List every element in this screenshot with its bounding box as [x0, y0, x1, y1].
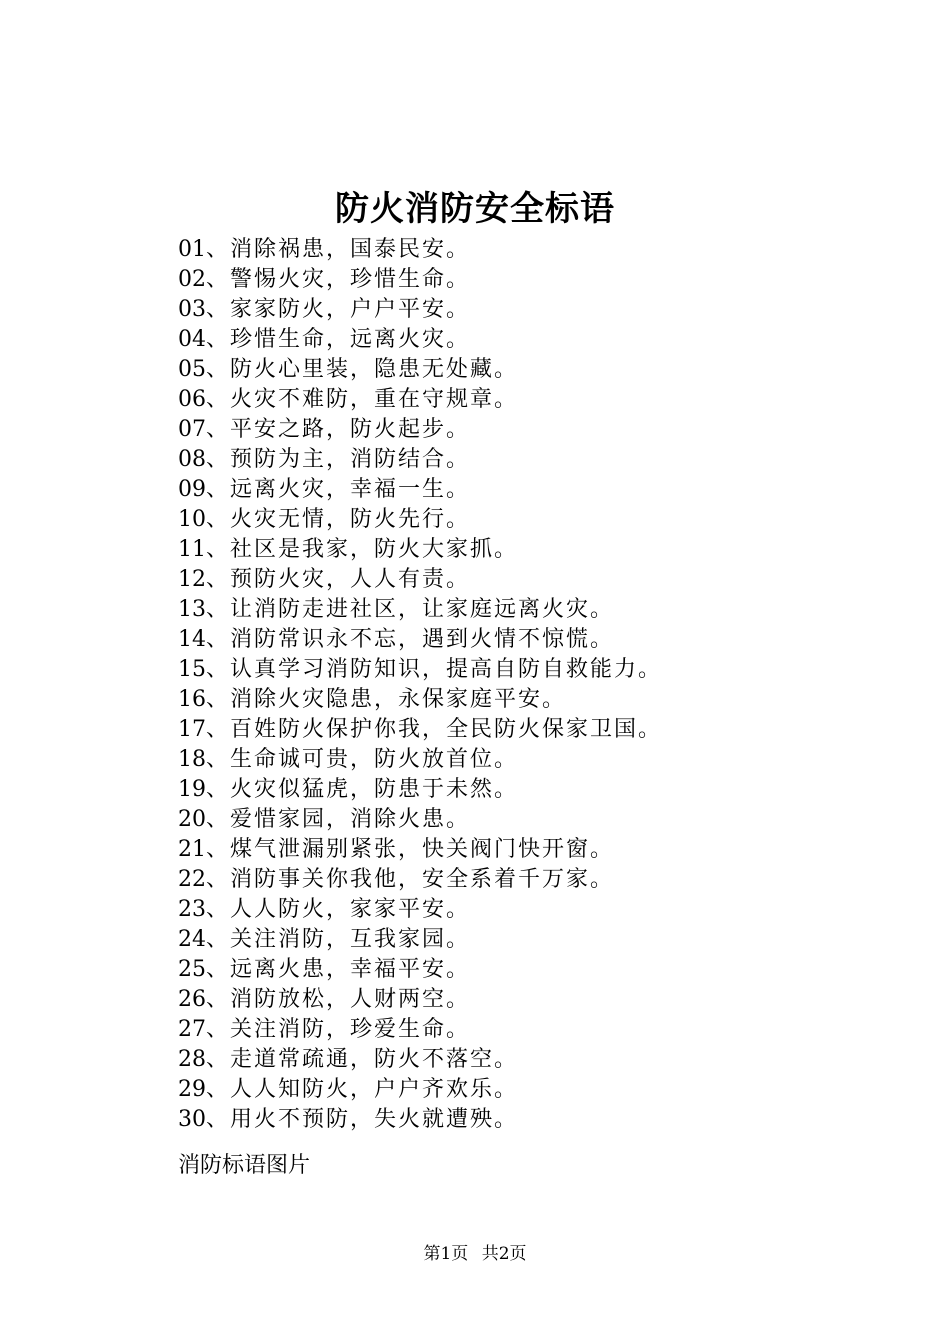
list-item: [178, 1075, 662, 1105]
list-item: [178, 355, 662, 385]
slogan-number: 01: [178, 237, 206, 262]
list-item: [178, 235, 662, 265]
slogan-text: 、消防事关你我他，安全系着千万家。: [206, 867, 615, 892]
page-footer: [0, 1242, 950, 1266]
slogan-text: 、煤气泄漏别紧张，快关阀门快开窗。: [206, 837, 615, 862]
slogan-number: 20: [178, 807, 206, 832]
page-number: 第1页: [423, 1244, 469, 1264]
slogan-text: 、火灾不难防，重在守规章。: [206, 387, 519, 412]
slogan-text: 、平安之路，防火起步。: [206, 417, 471, 442]
slogan-number: 15: [178, 657, 206, 682]
slogan-number: 14: [178, 627, 206, 652]
list-item: [178, 595, 662, 625]
list-item: [178, 445, 662, 475]
slogan-number: 07: [178, 417, 206, 442]
slogan-text: 、预防为主，消防结合。: [206, 447, 471, 472]
slogan-number: 28: [178, 1047, 206, 1072]
slogan-text: 、防火心里装，隐患无处藏。: [206, 357, 519, 382]
slogan-text: 、关注消防，互我家园。: [206, 927, 471, 952]
slogan-text: 、警惕火灾，珍惜生命。: [206, 267, 471, 292]
slogan-number: 19: [178, 777, 206, 802]
list-item: [178, 745, 662, 775]
list-item: [178, 475, 662, 505]
list-item: [178, 985, 662, 1015]
slogan-text: 、人人知防火，户户齐欢乐。: [206, 1077, 519, 1102]
slogan-text: 、消防常识永不忘，遇到火情不惊慌。: [206, 627, 615, 652]
list-item: [178, 805, 662, 835]
slogan-text: 、远离火患，幸福平安。: [206, 957, 471, 982]
list-item: [178, 295, 662, 325]
slogan-text: 、火灾似猛虎，防患于未然。: [206, 777, 519, 802]
slogan-number: 02: [178, 267, 206, 292]
slogan-number: 17: [178, 717, 206, 742]
list-item: [178, 955, 662, 985]
slogan-text: 、预防火灾，人人有责。: [206, 567, 471, 592]
list-item: [178, 925, 662, 955]
page-total: 共2页: [481, 1244, 527, 1264]
list-item: [178, 835, 662, 865]
list-item: [178, 775, 662, 805]
slogan-text: 、让消防走进社区，让家庭远离火灾。: [206, 597, 615, 622]
list-item: [178, 625, 662, 655]
slogan-number: 23: [178, 897, 206, 922]
slogan-number: 22: [178, 867, 206, 892]
slogan-text: 、爱惜家园，消除火患。: [206, 807, 471, 832]
list-item: [178, 385, 662, 415]
list-item: [178, 535, 662, 565]
slogan-text: 、走道常疏通，防火不落空。: [206, 1047, 519, 1072]
slogan-number: 26: [178, 987, 206, 1012]
slogan-number: 04: [178, 327, 206, 352]
slogan-text: 、人人防火，家家平安。: [206, 897, 471, 922]
list-item: [178, 1045, 662, 1075]
slogan-text: 、家家防火，户户平安。: [206, 297, 471, 322]
slogan-text: 、生命诚可贵，防火放首位。: [206, 747, 519, 772]
slogan-text: 、百姓防火保护你我，全民防火保家卫国。: [206, 717, 663, 742]
slogan-images-caption: 消防标语图片: [178, 1153, 311, 1178]
slogan-text: 、火灾无情，防火先行。: [206, 507, 471, 532]
document-title: 防火消防安全标语: [335, 189, 615, 229]
slogan-number: 11: [178, 537, 206, 562]
slogan-number: 25: [178, 957, 206, 982]
slogan-text: 、社区是我家，防火大家抓。: [206, 537, 519, 562]
slogan-number: 08: [178, 447, 206, 472]
list-item: [178, 715, 662, 745]
slogan-number: 18: [178, 747, 206, 772]
slogan-number: 03: [178, 297, 206, 322]
list-item: [178, 655, 662, 685]
slogan-text: 、消除火灾隐患，永保家庭平安。: [206, 687, 567, 712]
list-item: [178, 1105, 662, 1135]
slogan-list: [178, 235, 662, 1135]
slogan-text: 、远离火灾，幸福一生。: [206, 477, 471, 502]
list-item: [178, 685, 662, 715]
slogan-text: 、消防放松，人财两空。: [206, 987, 471, 1012]
list-item: [178, 415, 662, 445]
slogan-text: 、认真学习消防知识，提高自防自救能力。: [206, 657, 663, 682]
slogan-text: 、消除祸患，国泰民安。: [206, 237, 471, 262]
slogan-number: 30: [178, 1107, 206, 1132]
list-item: [178, 505, 662, 535]
slogan-number: 06: [178, 387, 206, 412]
slogan-number: 13: [178, 597, 206, 622]
list-item: [178, 865, 662, 895]
list-item: [178, 565, 662, 595]
slogan-text: 、珍惜生命，远离火灾。: [206, 327, 471, 352]
slogan-number: 16: [178, 687, 206, 712]
slogan-number: 10: [178, 507, 206, 532]
slogan-number: 21: [178, 837, 206, 862]
slogan-text: 、关注消防，珍爱生命。: [206, 1017, 471, 1042]
list-item: [178, 895, 662, 925]
slogan-number: 12: [178, 567, 206, 592]
slogan-number: 09: [178, 477, 206, 502]
slogan-number: 27: [178, 1017, 206, 1042]
list-item: [178, 1015, 662, 1045]
slogan-text: 、用火不预防，失火就遭殃。: [206, 1107, 519, 1132]
list-item: [178, 325, 662, 355]
slogan-number: 24: [178, 927, 206, 952]
slogan-number: 05: [178, 357, 206, 382]
slogan-number: 29: [178, 1077, 206, 1102]
list-item: [178, 265, 662, 295]
